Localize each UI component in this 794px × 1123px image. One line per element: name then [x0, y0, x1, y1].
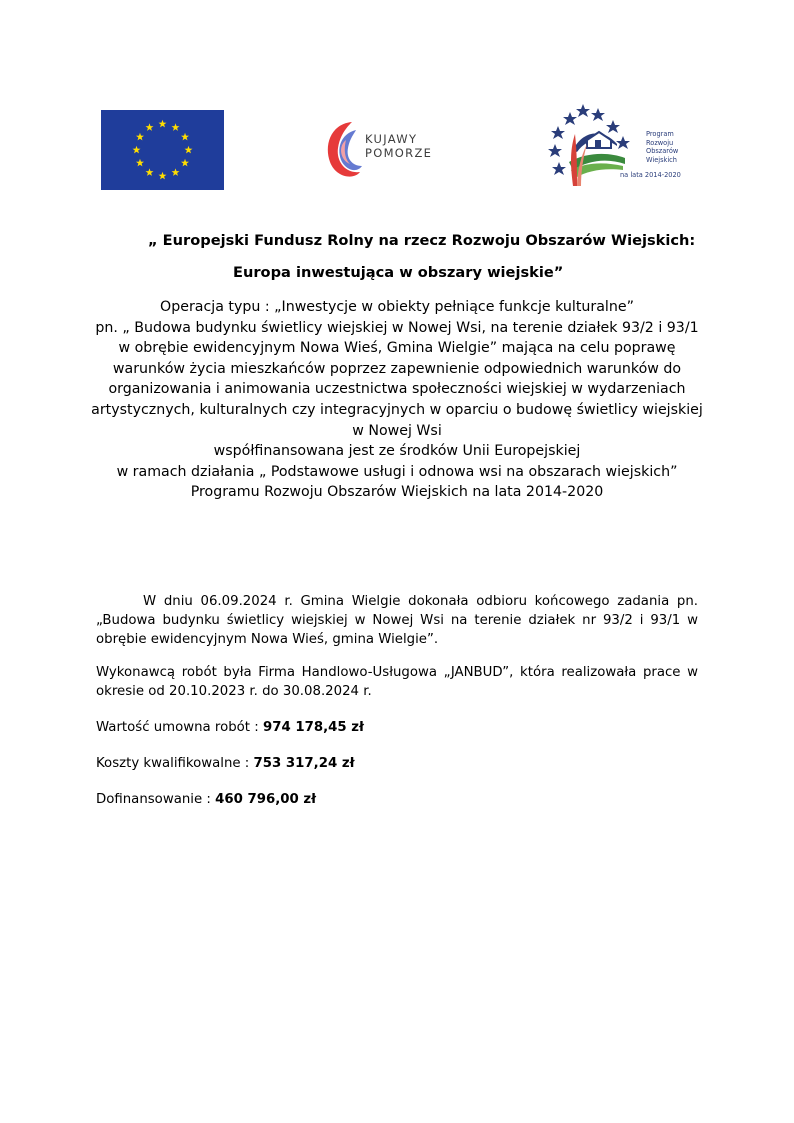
contract-value-line	[96, 718, 698, 737]
operation-line: w ramach działania „ Podstawowe usługi i odnowa wsi na obszarach wiejskich”	[116, 463, 678, 480]
paragraph-line: obrębie ewidencyjnym Nowa Wieś, gmina Wielgie”.	[96, 632, 439, 647]
eu-star-icon	[146, 123, 154, 131]
paragraph-line: okresie od 20.10.2023 r. do 30.08.2024 r.	[96, 684, 372, 699]
eu-star-icon	[146, 168, 154, 176]
eu-star-icon	[181, 159, 189, 167]
eligible-costs-line	[96, 754, 698, 773]
eligible-costs-value: 753 317,24 zł	[253, 756, 355, 771]
operation-line: organizowania i animowania uczestnictwa społeczności wiejskiej w wydarzeniach	[108, 381, 686, 398]
funding-value: 460 796,00 zł	[215, 792, 317, 807]
kujawy-text: KUJAWY	[365, 132, 418, 146]
paragraph-line: Wykonawcą robót była Firma Handlowo-Usługowa „JANBUD”, która realizowała prace w	[96, 665, 698, 680]
eu-star-icon	[133, 146, 141, 154]
eu-star-icon	[159, 120, 167, 128]
operation-line: w obrębie ewidencyjnym Nowa Wieś, Gmina Wielgie” mająca na celu poprawę	[118, 340, 676, 357]
operation-description	[70, 297, 724, 503]
operation-line: artystycznych, kulturalnych czy integracyjnych w oparciu o budowę świetlicy wiejskiej	[91, 401, 703, 418]
paragraph-acceptance	[96, 592, 698, 649]
document-body	[96, 592, 698, 809]
eligible-costs-label: Koszty kwalifikowalne :	[96, 756, 254, 771]
prow-line-rozwoju: Rozwoju	[646, 138, 674, 147]
prow-line-obszarow: Obszarów	[646, 147, 679, 156]
eu-star-icon	[185, 146, 193, 154]
eu-star-icon	[136, 133, 144, 141]
funding-label: Dofinansowanie :	[96, 792, 216, 807]
logos-row	[0, 0, 794, 210]
operation-line: współfinansowana jest ze środków Unii Europejskiej	[213, 443, 581, 460]
eu-star-icon	[172, 123, 180, 131]
title-line-2: Europa inwestująca w obszary wiejskie”	[233, 264, 564, 281]
prow-line-wiejskich: Wiejskich	[646, 155, 677, 164]
prow-logo	[543, 100, 683, 192]
paragraph-contractor	[96, 663, 698, 701]
prow-years: na lata 2014-2020	[620, 171, 681, 179]
kujawy-pomorze-logo	[322, 116, 442, 186]
funding-line	[96, 790, 698, 809]
eu-star-icon	[181, 133, 189, 141]
title-line-1: „ Europejski Fundusz Rolny na rzecz Rozwoju Obszarów Wiejskich:	[148, 232, 696, 249]
eu-flag-icon	[101, 110, 224, 190]
eu-star-icon	[159, 172, 167, 180]
contract-value-label: Wartość umowna robót :	[96, 720, 263, 735]
operation-line: Operacja typu : „Inwestycje w obiekty pełniące funkcje kulturalne”	[160, 299, 634, 315]
paragraph-line: „Budowa budynku świetlicy wiejskiej w Nowej Wsi na terenie działek nr 93/2 i 93/1 w	[96, 613, 698, 628]
contract-value: 974 178,45 zł	[262, 720, 364, 735]
paragraph-line: W dniu 06.09.2024 r. Gmina Wielgie dokonała odbioru końcowego zadania pn.	[143, 594, 698, 609]
pomorze-text: POMORZE	[365, 146, 433, 160]
kujawy-pomorze-emblem-icon	[322, 116, 364, 186]
prow-line-program: Program	[646, 130, 674, 138]
operation-line: pn. „ Budowa budynku świetlicy wiejskiej w Nowej Wsi, na terenie działek 93/2 i 93/1	[95, 319, 699, 336]
operation-line: Programu Rozwoju Obszarów Wiejskich na lata 2014-2020	[190, 484, 604, 501]
operation-line: warunków życia mieszkańców poprzez zapewnienie odpowiednich warunków do	[112, 360, 682, 377]
eu-star-icon	[136, 159, 144, 167]
operation-line: w Nowej Wsi	[352, 422, 442, 439]
eu-star-icon	[172, 168, 180, 176]
